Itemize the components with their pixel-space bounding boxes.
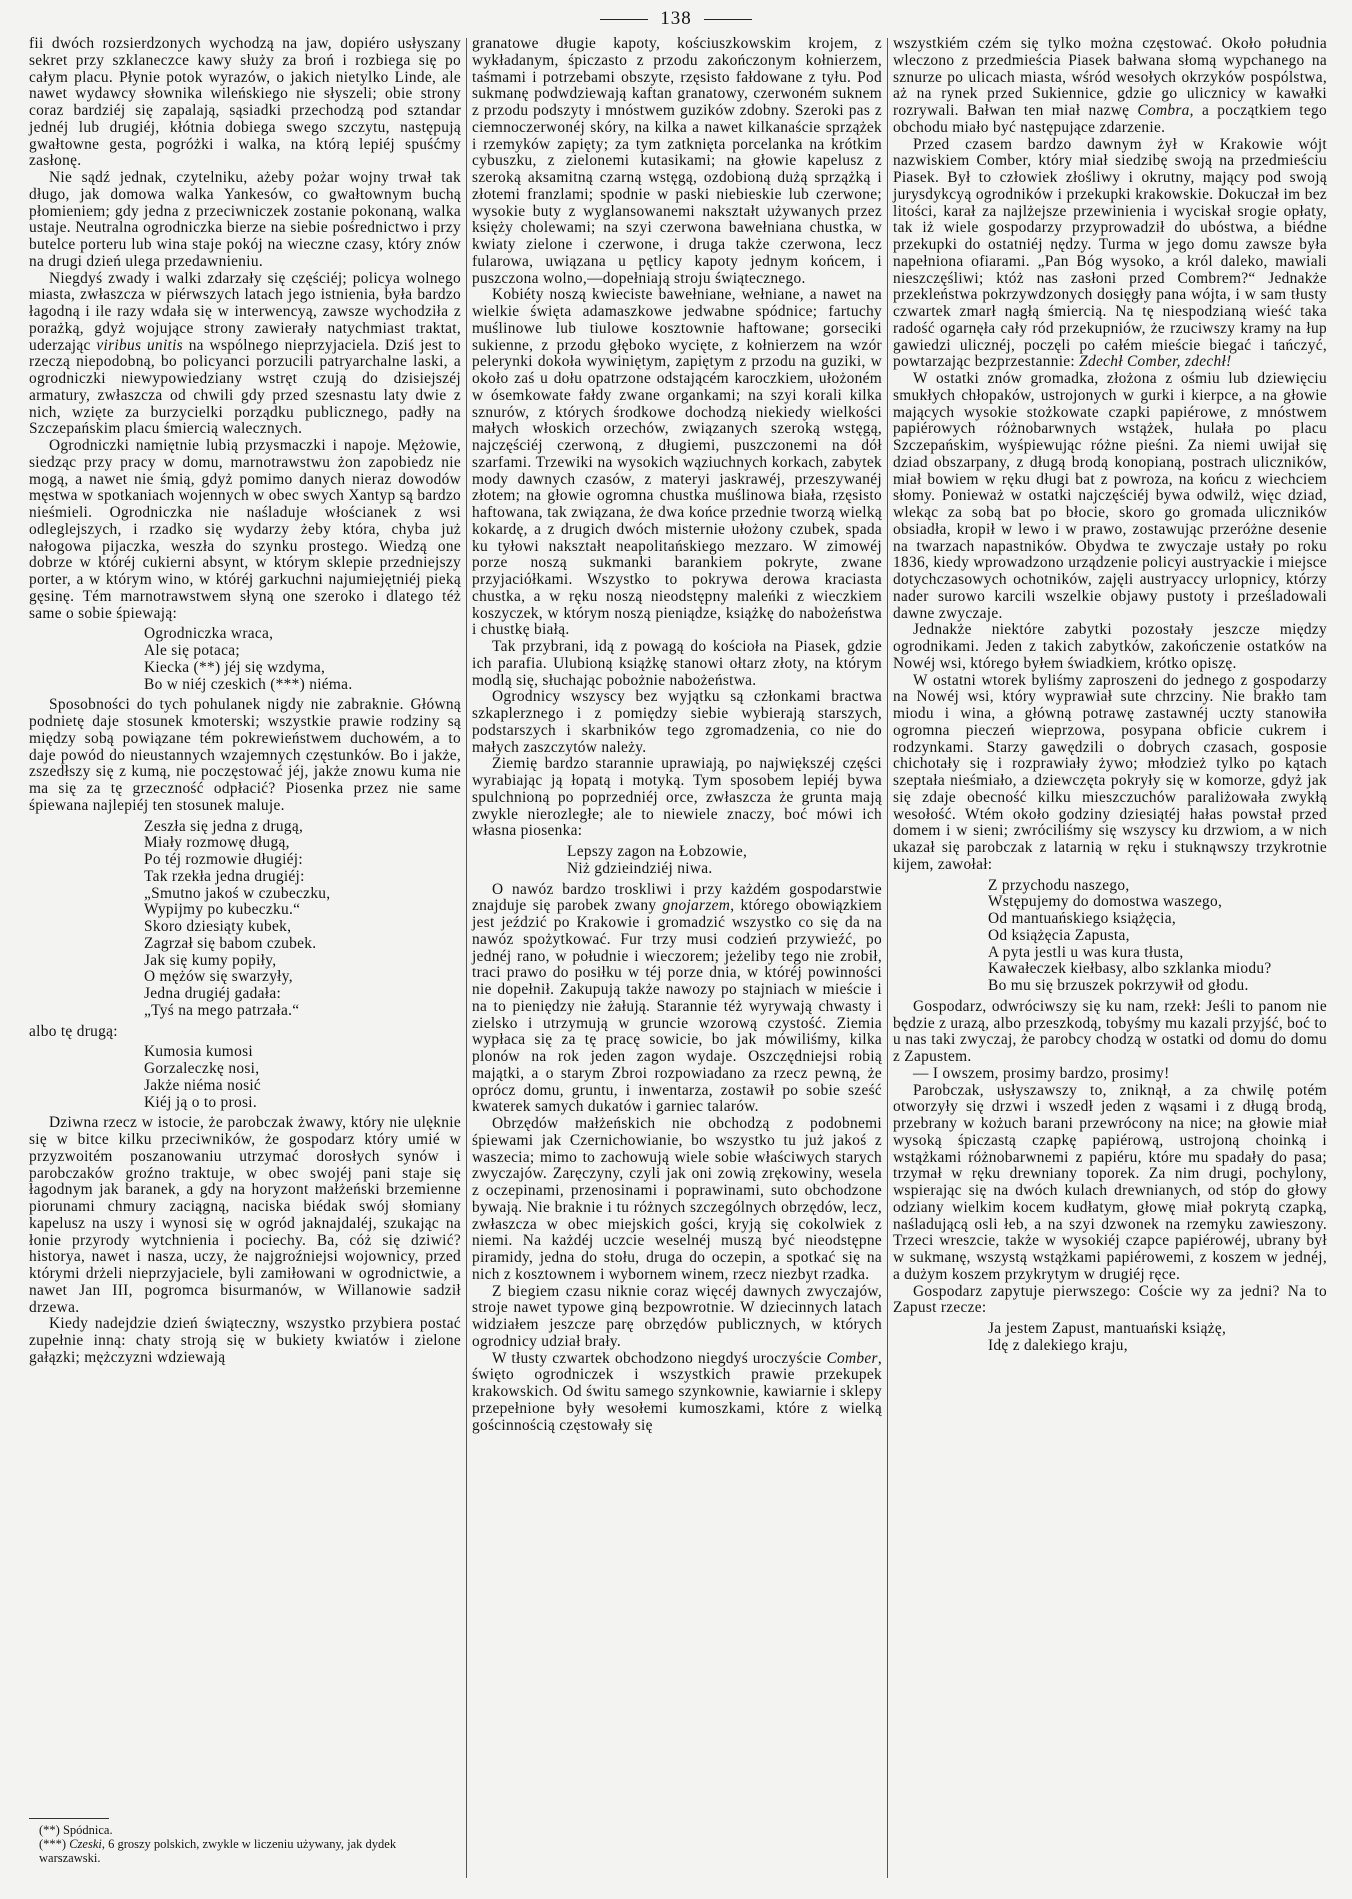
paragraph <box>29 271 461 439</box>
paragraph <box>29 1024 461 1041</box>
text-run: , a początkiem tego obchodu miało być następujące zdarzenie. <box>893 102 1327 136</box>
text-run: W ostatni wtorek byliśmy zaproszeni do jednego z gospodarzy na Nowéj wsi, który wyprawiał sute chrzciny. Nie brakło tam miodu i wina, a główną potrawę zastawnéj uczty stanowiła ogromna pieczeń wieprzowa, posypana obficie cukrem i rodzynkami. Starzy gawędzili o dobrych czasach, gosposie chichotały się i rozprawiały żywo; młodzież tylko po kątach szeptała nieśmiało, a dziewczęta pokryły się w komorze, gdyż jak się zdaje obecność kilku mieszczuchów paraliżowała zwykłą wesołość. Wtém około godziny dziesiątéj hałas powstał przed domem i w sieni; zwróciliśmy się wszyscy ku drzwiom, a w nich ukazał się parobczak z latarnią w ręku i stuknąwszy trzykrotnie kijem, zawołał: <box>893 671 1327 873</box>
paragraph <box>29 1316 461 1366</box>
verse-line: Idę z dalekiego kraju, <box>988 1336 1128 1354</box>
paragraph <box>472 1116 882 1284</box>
paragraph <box>472 1351 882 1435</box>
text-run: (**) Spódnica. <box>39 1823 113 1837</box>
text-run: granatowe długie kapoty, kościuszkowskim krojem, z wykładanym, śpiczasto z przodu zakończonym kołnierzem, taśmami i potrzebami obszyte, rzęsisto fałdowane z tyłu. Pod sukmanę podwdziewają kaftan granatowy, czerwoném suknem z przodu podszyty i mnóstwem guzików zdobny. Szeroki pas z ciemnoczerwonéj skóry, na kilka a nawet kilkanaście sprzążek i rzemyków zapięty; za tym zatknięta porcelanka na krótkim cybuszku, z zielonemi kutasikami; na głowie kapelusz z szeroką aksamitną czarną wstęgą, ozdobioną dużą sprzążką i złotemi franzlami; spodnie w paski niebieskie lub czerwone; wysokie buty z wyglansowanemi nakształt używanych przez księży cholewami; na szyi czerwona bawełniana chustka, w kwiaty zielone i czerwone, i druga także czerwona, lecz fularowa, uwiązana u pętlicy kapoty jednym końcem, i puszczona wolno,—dopełniają stroju świątecznego. <box>472 35 882 287</box>
text-run: Kobiéty noszą kwieciste bawełniane, wełniane, a nawet na wielkie święta adamaszkowe jedwabne spódnice; fartuchy muślinowe lub tiulowe kosztownie haftowane; gorseciki sukienne, z przodu głęboko wycięte, z kołnierzem na wzór pelerynki dokoła wywiniętym, zapiętym z przodu na guziki, w około zaś u dołu opatrzone odstającém karoczkiem, ułożoném w ósemkowate fałdy zwane organkami; na szyi korali kilka sznurów, z których środkowe dochodzą niekiedy wielkości małych włoskich orzechów, związanych szeroką wstęgą, najczęściéj czerwoną, z długiemi, puszczonemi na dół szarfami. Trzewiki na wysokich wąziuchnych korkach, zabytek mody dawnych czasów, z materyi jaskrawéj, przeszywanéj złotem; na głowie ogromna chustka muślinowa biała, rzęsisto haftowana, tak związana, że dwa końce przednie tworzą wielką kokardę, a z drugich dwóch misternie ułożony czubek, spada ku tyłowi nakształt neapolitańskiego mezzaro. W zimowéj porze noszą sukmanki barankiem pokryte, zwane przyjaciółkami. Wszystko to pokrywa derowa kraciasta chustka, a w ręku noszą nieodstępny maleńki z wieczkiem koszyczek, w którym noszą pieniądze, książkę do nabożeństwa i chustkę białą. <box>472 286 882 639</box>
verse <box>29 1044 461 1111</box>
text-run: W tłusty czwartek obchodzono niegdyś uroczyście <box>492 1349 827 1367</box>
verse-line: Lepszy zagon na Łobzowie, <box>567 843 748 860</box>
footnote <box>29 1823 459 1837</box>
paragraph <box>29 697 461 814</box>
column-rule <box>887 38 888 1878</box>
footnote-rule <box>29 1818 109 1819</box>
verse <box>893 878 1327 995</box>
paragraph <box>893 1284 1327 1318</box>
verse-line: Od mantuańskiego książęcia, <box>988 910 1177 927</box>
verse-line: Kiecka (**) jéj się wzdyma, <box>144 658 326 676</box>
text-run: O nawóz bardzo troskliwi i przy każdém gospodarstwie znajduje się parobek zwany <box>472 880 882 915</box>
verse <box>29 626 461 693</box>
verse-line: Z przychodu naszego, <box>988 876 1130 894</box>
text-run: , święto ogrodniczek i wszystkich prawie przekupek krakowskich. Od świtu samego szynkownie, kawiarnie i sklepy przepełnione były wesołemi kumoszkami, które z wielką gościnnością częstowały się <box>472 1349 882 1434</box>
verse-line: A pyta jestli u was kura tłusta, <box>988 943 1184 961</box>
paragraph <box>893 371 1327 622</box>
paragraph <box>893 1083 1327 1284</box>
verse <box>29 819 461 1020</box>
text-run: Ziemię bardzo starannie uprawiają, po największéj części wyrabiając ją łopatą i motyką. Tym sposobem lepiéj bywa spulchnioną po poprzedniéj orce, zwłaszcza że grunta mają zwykle nierozległe; ale to niewiele znaczy, boć mówi ich własna piosenka: <box>472 755 882 840</box>
text-column-right <box>893 36 1327 1359</box>
paragraph <box>472 36 882 287</box>
paragraph <box>893 999 1327 1066</box>
verse-line: Ja jestem Zapust, mantuański książę, <box>988 1320 1227 1337</box>
verse-line: Jak się kumy popiły, <box>144 951 277 969</box>
text-run: Gospodarz zapytuje pierwszego: Coście wy za jedni? Na to Zapust rzecze: <box>893 1282 1327 1317</box>
text-run: Ogrodnicy wszyscy bez wyjątku są członkami bractwa szkaplerznego i z pomiędzy siebie wybierają starszych, podstarszych i skarbników tego zgromadzenia, co nie do małych zaszczytów należy. <box>472 688 882 756</box>
paragraph <box>893 673 1327 874</box>
text-run: , 6 groszy polskich, zwykle w liczeniu używany, jak dydek warszawski. <box>39 1837 397 1865</box>
verse-line: „Tyś na mego patrzała.“ <box>144 1001 300 1019</box>
footnote <box>29 1837 459 1865</box>
verse-line: Od książęcia Zapusta, <box>988 926 1130 944</box>
text-run: Jednakże niektóre zabytki pozostały jeszcze między ogrodnikami. Jeden z takich zabytków, zakończenie ostatków na Nowéj wsi, którego byłem świadkiem, krótko opiszę. <box>893 621 1327 672</box>
verse-line: „Smutno jakoś w czubeczku, <box>144 884 331 902</box>
verse-line: Po téj rozmowie długiéj: <box>144 851 303 868</box>
text-run: wszystkiém czém się tylko można częstować. Około południa wleczono z przedmieścia Piasek bałwana słomą wypchanego na sznurze po ulicach miasta, wśród wesołych okrzyków pospólstwa, aż na rynek przed Sukiennice, gdzie go ulicznicy w kawałki rozrywali. Bałwan ten miał nazwę <box>893 35 1327 119</box>
italic-text: Zdechł Comber, zdechł! <box>1079 353 1232 371</box>
verse-line: Kawałeczek kiełbasy, albo szklanka miodu? <box>988 960 1272 978</box>
text-run: — I owszem, prosimy bardzo, prosimy! <box>913 1064 1170 1082</box>
paragraph <box>29 36 461 170</box>
text-run: Parobczak, usłyszawszy to, zniknął, a za chwilę potém otworzyły się drzwi i wszedł jeden z wąsami i z długą brodą, przebrany w kożuch barani przewrócony na nice; na głowie miał wysoką śpiczastą czapkę papiérową, ustrojoną choinką i wstążkami różnobarwnemi z papiéru, które mu spadały do pasa; trzymał w ręku drewniany toporek. Za nim drugi, pochylony, wspierając się na dwóch kulach drewnianych, od stóp do głowy odziany wielkim kocem kudłatym, głowę miał pokrytą czapką, naśladującą osli łeb, a na szyi dzwonek na rzemyku zawieszony. Trzeci wreszcie, także w wysokiéj czapce papiérowéj, ubrany był w sukmanę, wszystą wstążkami papiérowemi, z koszem w jednéj, a dużym koszem przykrytym w drugiéj ręce. <box>893 1081 1327 1283</box>
paragraph <box>29 1115 461 1316</box>
verse <box>893 1321 1327 1355</box>
text-column-middle <box>472 36 882 1434</box>
verse-line: Wstępujemy do domostwa waszego, <box>988 893 1223 911</box>
text-run: na wspólnego nieprzyjaciela. Dziś jest to rzeczą niepodobną, bo policyanci porzucili patryarchalne laski, a ogrodniczki niewypowiedziany wstręt czują do dzisiejszéj armatury, zwłaszcza od chwili gdy przed szesnastu laty dwie z nich, wzięte za burzycielki porządku publicznego, padły na Szczepańskim placu śmiercią walecznych. <box>29 336 462 438</box>
paragraph <box>472 756 882 840</box>
paragraph <box>893 1066 1327 1083</box>
verse-line: Gorzaleczkę nosi, <box>144 1060 260 1077</box>
text-run: Gospodarz, odwróciwszy się ku nam, rzekł: Jeśli to panom nie będzie z urazą, albo przeszkodą, tobyśmy mu kazali przyjść, boć to u nas taki zwyczaj, że parobcy chodzą w ostatki od domu do domu z Zapustem. <box>893 997 1327 1065</box>
italic-text: gnojarzem <box>662 897 731 915</box>
verse-line: Bo mu się brzuszek pokrzywił od głodu. <box>988 977 1249 994</box>
page-number-header <box>0 8 1352 30</box>
column-rule <box>466 38 467 1878</box>
text-run: Kiedy nadejdzie dzień świąteczny, wszystko przybiera postać zupełnie inną: chaty stroją się w bukiety kwiatów i zielone gałązki; mężczyzni wdziewają <box>29 1315 461 1366</box>
text-run: Z biegiem czasu niknie coraz więcéj dawnych zwyczajów, stroje nawet typowe giną bezpowrotnie. W dziecinnych latach widziałem jeszcze parę obrzędów publicznych, w których ogrodnicy udział brały. <box>472 1282 882 1350</box>
verse-line: Zeszła się jedna z drugą, <box>144 817 304 835</box>
verse-line: Ogrodniczka wraca, <box>144 625 274 643</box>
verse-line: Bo w niéj czeskich (***) niéma. <box>144 675 353 693</box>
italic-text: Combra <box>1137 102 1190 119</box>
text-run: W ostatki znów gromadka, złożona z ośmiu lub dziewięciu smukłych chłopaków, ustrojonych w gurki i kierpce, a na głowie mających wysokie stożkowate czapki papiérowe, z mnóstwem papiérowych różnobarwnych wstążek, hulała po placu Szczepańskim, wyśpiewując różne pieśni. Za niemi uwijał się dziad obszarpany, z długą brodą konopianą, postrach uliczników, miał bowiem w ręku długi bat z powroza, na końcu z wiechciem słomy. Ponieważ w ostatki najczęściéj bywa odwilż, więc dziad, wlekąc za sobą bat po błocie, skoro go gromada uliczników obsiadła, kropił w lewo i w prawo, zostawując przeróżne desenie na twarzach napastników. Obydwa te zwyczaje ustały po roku 1836, kiedy wprowadzono urządzenie policyi austryackie i miejsce dotychczasowych ochotników, zajęli austryaccy urlopnicy, którzy nader surowo karcili wszelkie objawy pustoty i prześladowali dawne zwyczaje. <box>893 370 1327 622</box>
paragraph <box>29 438 461 622</box>
text-run: (***) <box>39 1837 70 1851</box>
verse-line: Wypijmy po kubeczku.“ <box>144 901 301 919</box>
paragraph <box>29 170 461 271</box>
paragraph <box>472 287 882 639</box>
paragraph <box>472 689 882 756</box>
text-run: , którego obowiązkiem jest jeździć po Krakowie i gromadzić wszystko co się da na nawóz spożytkować. Fur trzy musi codzień przywieźć, po jednéj rano, w południe i wieczorem; jeżeliby tego nie zrobił, traci prawo do posiłku w téj porze dnia, w któréj powinności nie dopełnił. Zakupują także nawozy po stajniach w mieście i na to pieniędzy nie żałują. Starannie téż wyrywają chwasty i zielsko i utrzymują w gruncie wzorową czystość. Ziemia wypłaca się za tę pracę sowicie, bo jak mówiliśmy, kilka plonów na rok jeden zagon wydaje. Oszczędniejsi robią majątki, a o starym Zbroi rozpowiadano za rzecz pewną, że oprócz domu, gruntu, i inwentarza, zostawił po sobie sześć kwaterek samych dukatów i garniec talarów. <box>472 897 882 1116</box>
text-run: Dziwna rzecz w istocie, że parobczak żwawy, który nie ulęknie się w bitce kilku przeciwników, że gospodarz który umié w przyzwoitém poszanowaniu utrzymać dorosłych synów i parobczaków groźno traktuje, w obec swojéj pani staje się łagodnym jak baranek, a gdy na horyzont małżeński brzemienne piorunami chmury zaciągną, naciska biédak swój słomiany kapelusz na uszy i wynosi się w ogród jaknajdaléj, szukając na łonie przyrody wytchnienia i pociechy. Ba, cóż się dziwić? historya, nawet i nasza, uczy, że najgroźniejsi wojownicy, przed którymi drżeli nieprzyjaciele, byli zamiłowani w ogrodnictwie, a nawet Jan III, pogromca bisurmanów, w Willanowie sadził drzewa. <box>29 1114 461 1316</box>
verse-line: Skoro dziesiąty kubek, <box>144 918 292 935</box>
text-run: Obrzędów małżeńskich nie obchodzą z podobnemi śpiewami jak Czernichowianie, bo wszystko tu już jakoś z waszecia; mimo to zachowują wiele sobie właściwych starych zwyczajów. Zaręczyny, czyli jak oni zowią zrękowiny, wesela z oczepinami, przenosinami i poprawinami, suto obchodzone bywają. Nie braknie i tu różnych szczególnych obrzędów, lecz, zwłaszcza w obec miejskich gości, kryją się cokolwiek z niemi. Na każdéj uczcie weselnéj muszą być nieodstępne piramidy, jedna do stołu, druga do oczepin, a spotkać się na nich z kosztownem i wybornem winem, rzecz niezbyt rzadka. <box>472 1115 882 1283</box>
text-run: Tak przybrani, idą z powagą do kościoła na Piasek, gdzie ich parafia. Ulubioną książkę stanowi ołtarz złoty, na którym modlą się, słuchając pobożnie nabożeństwa. <box>472 638 882 689</box>
text-run: fii dwóch rozsierdzonych wychodzą na jaw, dopiéro usłyszany sekret przy szklaneczce kawy służy za broń i rozbiega się po całym placu. Płynie potok wyrazów, o jakich nietylko Linde, ale nawet wydawcy słownika wileńskiego nie słyszeli; obie strony coraz bardziéj się zapalają, sąsiadki przechodzą pod sztandar jednéj lub drugiéj, kłótnia dobiega swego szczytu, następują gwałtowne gesta, pogróżki i walka, na którą lepiéj spuśćmy zasłonę. <box>29 35 461 170</box>
verse-line: Ale się potaca; <box>144 642 240 659</box>
text-run: Niegdyś zwady i walki zdarzały się częściéj; policya wolnego miasta, zwłaszcza w piérwszych latach jego istnienia, była bardzo łagodną i ile razy wdała się w interwencyą, zawsze wychodziła z porażką, gdyż wojujące strony zawierały natychmiast traktat, uderzając <box>29 269 461 354</box>
footnotes <box>29 1818 459 1865</box>
verse-line: O mężów się swarzyły, <box>144 968 293 986</box>
italic-text: Czeski <box>69 1837 102 1851</box>
paragraph <box>472 1284 882 1351</box>
paragraph <box>893 622 1327 672</box>
paragraph <box>893 36 1327 137</box>
page-number: 138 <box>660 8 692 29</box>
italic-text: Comber <box>826 1349 878 1367</box>
divider <box>600 19 648 20</box>
verse-line: Kumosia kumosi <box>144 1043 253 1061</box>
text-run: Sposobności do tych pohulanek nigdy nie zabraknie. Główną podnietę daje stosunek kmoterski; wszystkie prawie rodziny są między sobą powiązane tém pokrewieństwem duchowém, a to daje powód do nieustannych wzajemnych częstunków. Bo i jakże, zszedłszy się z kumą, nie poczęstować jéj, jakże znowu kuma nie ma się za tę grzeczność odpłacić? Piosenka przez nie same śpiewana najlepiéj ten stosunek maluje. <box>29 696 461 814</box>
text-run: Ogrodniczki namiętnie lubią przysmaczki i napoje. Mężowie, siedząc przy pracy w domu, marnotrawstwu żon zapobiedz nie mogą, a nawet nie śmią, gdyż pomimo danych nieraz dowodów męstwa w spotkaniach wojennych w obec swych Xantyp są bardzo nieśmieli. Ogrodniczka nie naśladuje włościanek z wsi odleglejszych, i rzadko się wydarzy żeby która, chyba już nałogowa pijaczka, weszła do szynku prostego. Wiedzą one dobrze w któréj cukierni absynt, w którym sklepie przedniejszy porter, a w którym wino, w któréj garkuchni najumiejętniéj pieką gęsinę. Tém marnotrawstwem słyną one szeroko i dlatego téż same o sobie śpiewają: <box>29 437 461 622</box>
paragraph <box>472 882 882 1117</box>
verse-line: Jakże niéma nosić <box>144 1076 262 1094</box>
text-column-left <box>29 36 461 1367</box>
text-run: albo tę drugą: <box>29 1022 118 1040</box>
text-run: Przed czasem bardzo dawnym żył w Krakowie wójt nazwiskiem Comber, który miał siedzibę swoją na przedmieściu Piasek. Był to człowiek złośliwy i okrutny, mający pod swoją jurysdykcyą ogrodników i przekupki krakowskie. Dokuczał im bez litości, karał za najlżejsze przewinienia i wyciskał srogie opłaty, tak iż wiele gospodarzy przyprowadził do ubóstwa, a biédne przekupki do ostatniéj nędzy. Turma w jego domu zawsze była napełniona ofiarami. „Pan Bóg wysoko, a król daleko, mawiali nieszczęśliwi; któż nas zasłoni przed Combrem?“ Jednakże przekleństwa pokrzywdzonych dosięgły pana wójta, i w sam tłusty czwartek zmarł nagłą śmiercią. Na tę niespodzianą wieść taka radość ogarnęła cały ród przekupniów, że rzuciwszy kramy na łup gawiedzi ulicznéj, poczęli po całém mieście biegać i tańczyć, powtarzając bezprzestannie: <box>893 135 1327 371</box>
paragraph <box>893 137 1327 372</box>
verse-line: Tak rzekła jedna drugiéj: <box>144 867 305 885</box>
verse-line: Jedna drugiéj gadała: <box>144 985 282 1002</box>
verse-line: Kiéj ją o to prosi. <box>144 1093 257 1111</box>
verse-line: Miały rozmowę długą, <box>144 834 290 852</box>
divider <box>704 19 752 20</box>
verse-line: Niż gdzieindziéj niwa. <box>567 859 713 877</box>
text-run: Nie sądź jednak, czytelniku, ażeby pożar wojny trwał tak długo, jak domowa walka Yankesów, co gwałtownym buchą płomieniem; gdy jedna z przeciwniczek zostanie pokonaną, walka ustaje. Neutralna ogrodniczka bierze na siebie pośrednictwo i przy butelce porteru lub wina staje pokój na wieczne czasy, który znów na drugi dzień ulega przedawnieniu. <box>29 169 461 270</box>
verse-line: Zagrzał się babom czubek. <box>144 934 317 952</box>
verse <box>472 844 882 878</box>
italic-text: viribus unitis <box>96 336 183 354</box>
paragraph <box>472 639 882 689</box>
